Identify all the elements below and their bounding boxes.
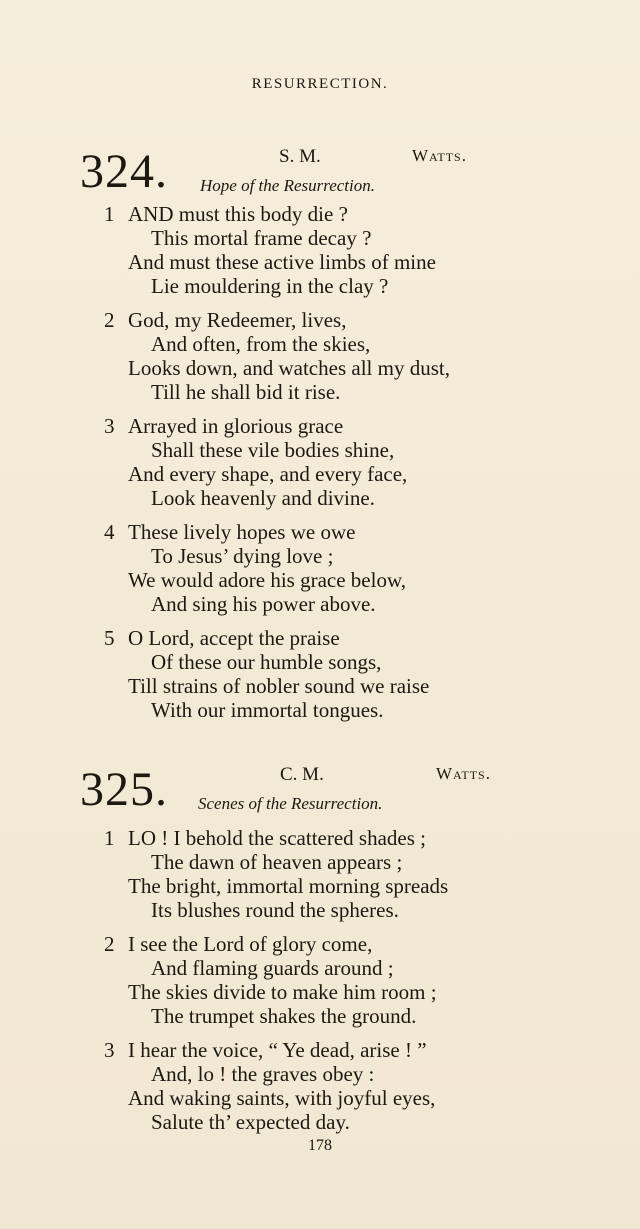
hymn-author: Watts.: [412, 146, 467, 165]
verse-line: And sing his power above.: [151, 592, 376, 616]
line-text: Arrayed in glorious grace: [128, 414, 344, 438]
verse-line: [0, 932, 640, 956]
verse-line: The trumpet shakes the ground.: [151, 1004, 417, 1028]
verse-line: Lie mouldering in the clay ?: [151, 274, 389, 298]
line-text: God, my Redeemer, lives,: [128, 308, 347, 332]
verse-line: And must these active limbs of mine: [128, 250, 436, 274]
verse-line: To Jesus’ dying love ;: [151, 544, 334, 568]
verse-line: [0, 1038, 640, 1062]
verse-line: And often, from the skies,: [151, 332, 371, 356]
verse-line: [0, 414, 640, 438]
verse-number: 4: [104, 520, 115, 544]
verse-number: 2: [104, 932, 115, 956]
verse-line: Of these our humble songs,: [151, 650, 382, 674]
verse: [0, 202, 640, 298]
verse: [0, 308, 640, 404]
verse-line: The skies divide to make him room ;: [128, 980, 437, 1004]
verse-line: Looks down, and watches all my dust,: [128, 356, 450, 380]
verse-line: And every shape, and every face,: [128, 462, 408, 486]
hymn-title: Hope of the Resurrection.: [200, 176, 375, 195]
hymn-number: 324.: [80, 145, 168, 198]
verse-line: Till strains of nobler sound we raise: [128, 674, 430, 698]
hymn-meter: C. M.: [280, 764, 324, 785]
verse-line: Till he shall bid it rise.: [151, 380, 341, 404]
verse: [0, 626, 640, 722]
verse-line: The bright, immortal morning spreads: [128, 874, 449, 898]
line-text: I see the Lord of glory come,: [128, 932, 373, 956]
verse-line: Look heavenly and divine.: [151, 486, 375, 510]
verse: [0, 826, 640, 922]
verse-list: [0, 202, 640, 732]
hymn-number: 325.: [80, 763, 168, 816]
verse-line: This mortal frame decay ?: [151, 226, 372, 250]
running-head: RESURRECTION.: [251, 76, 389, 92]
verse-line: Its blushes round the spheres.: [151, 898, 399, 922]
verse: [0, 414, 640, 510]
verse-list: [0, 826, 640, 1144]
line-text: O Lord, accept the praise: [128, 626, 340, 650]
line-text: AND must this body die ?: [128, 202, 348, 226]
verse: [0, 1038, 640, 1134]
hymn-meter: S. M.: [279, 146, 321, 167]
verse-line: Shall these vile bodies shine,: [151, 438, 395, 462]
verse-number: 1: [104, 202, 115, 226]
verse-line: And waking saints, with joyful eyes,: [128, 1086, 436, 1110]
verse-line: [0, 626, 640, 650]
verse: [0, 932, 640, 1028]
verse-number: 3: [104, 1038, 115, 1062]
verse: [0, 520, 640, 616]
verse-line: [0, 202, 640, 226]
verse-line: Salute th’ expected day.: [151, 1110, 350, 1134]
verse-line: And, lo ! the graves obey :: [151, 1062, 375, 1086]
verse-line: The dawn of heaven appears ;: [151, 850, 403, 874]
verse-line: And flaming guards around ;: [151, 956, 394, 980]
hymn-author: Watts.: [436, 764, 491, 783]
hymn-title: Scenes of the Resurrection.: [198, 794, 383, 813]
verse-number: 1: [104, 826, 115, 850]
verse-line: With our immortal tongues.: [151, 698, 384, 722]
verse-line: We would adore his grace below,: [128, 568, 407, 592]
line-text: These lively hopes we owe: [128, 520, 356, 544]
line-text: I hear the voice, “ Ye dead, arise ! ”: [128, 1038, 427, 1062]
verse-line: [0, 308, 640, 332]
page-number: 178: [308, 1137, 332, 1154]
verse-number: 3: [104, 414, 115, 438]
line-text: LO ! I behold the scattered shades ;: [128, 826, 426, 850]
verse-number: 5: [104, 626, 115, 650]
verse-line: [0, 826, 640, 850]
verse-line: [0, 520, 640, 544]
verse-number: 2: [104, 308, 115, 332]
